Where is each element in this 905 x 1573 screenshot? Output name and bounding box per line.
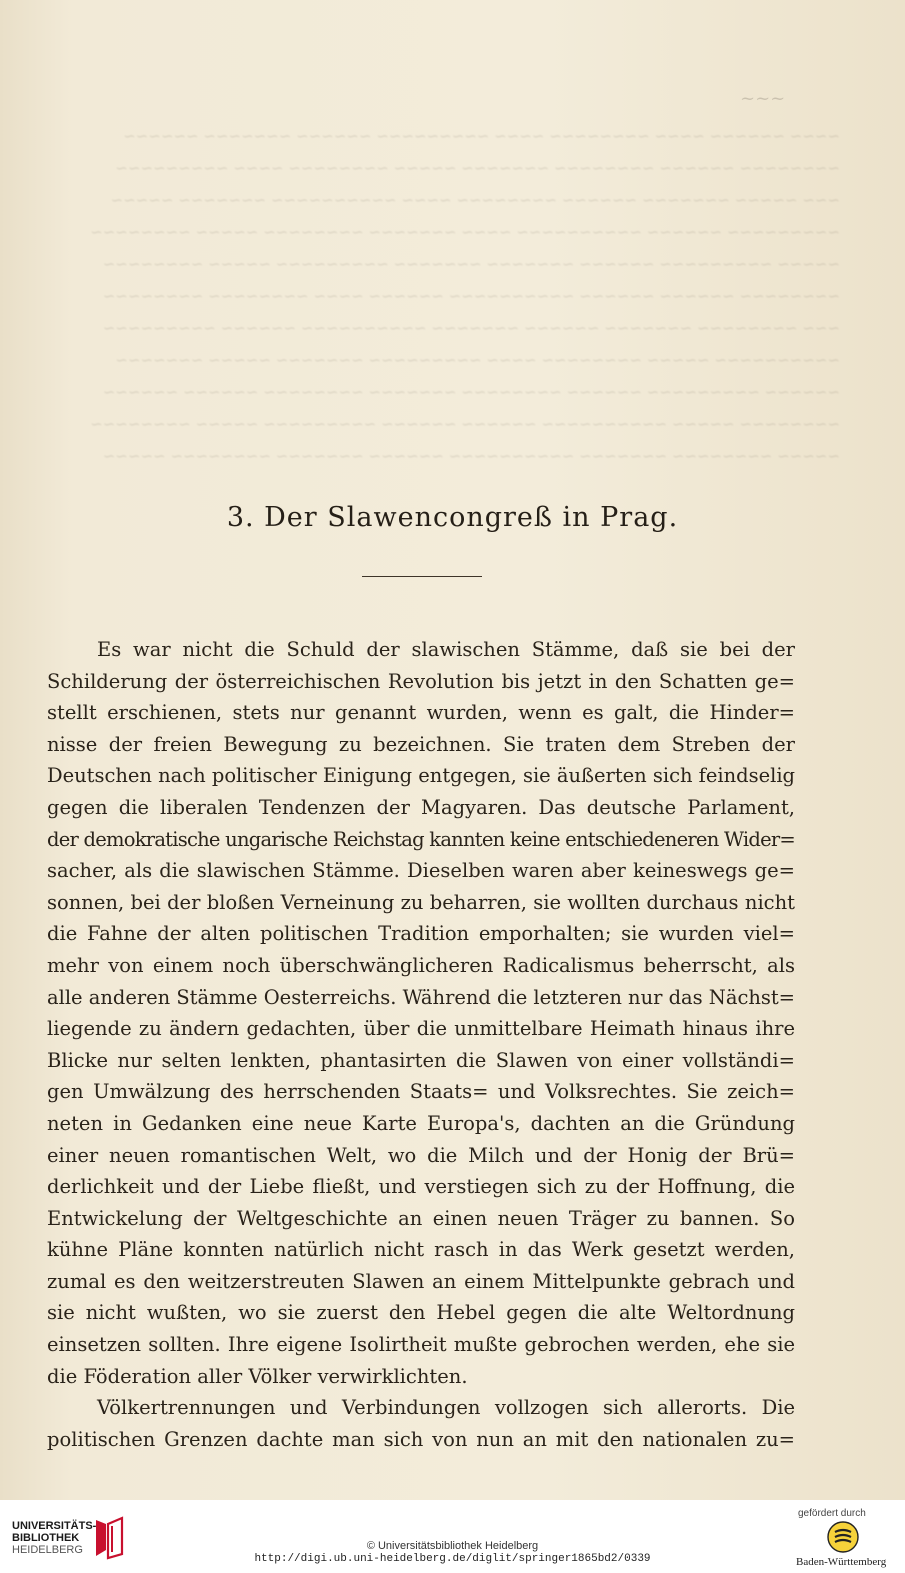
text-line: gegen die liberalen Tendenzen der Magyaren. Das deutsche Parlament, (47, 795, 795, 819)
text-line: der demokratische ungarische Reichstag kannten keine entschiedeneren Wider= (47, 827, 795, 851)
text-line: einsetzen sollten. Ihre eigene Isolirtheit mußte gebrochen werden, ehe sie (47, 1333, 795, 1357)
library-name-line1: UNIVERSITÄTS- (12, 1520, 97, 1532)
text-line: stellt erschienen, stets nur genannt wurden, wenn es galt, die Hinder= (47, 701, 795, 725)
text-line: sonnen, bei der bloßen Verneinung zu beharren, sie wollten durchaus nicht (47, 890, 795, 914)
baden-wuerttemberg-crest-icon (826, 1520, 860, 1554)
text-line: Blicke nur selten lenkten, phantasirten die Slawen von einer vollständi= (47, 1048, 795, 1072)
text-line: politischen Grenzen dachte man sich von nun an mit den nationalen zu= (47, 1427, 795, 1451)
library-name-line2: BIBLIOTHEK (12, 1532, 80, 1544)
copyright-notice: © Universitätsbibliothek Heidelberg (366, 1540, 539, 1552)
sponsor-name: Baden-Württemberg (796, 1556, 887, 1568)
text-line: gen Umwälzung des herrschenden Staats= und Volksrechtes. Sie zeich= (47, 1080, 795, 1104)
text-line: Es war nicht die Schuld der slawischen Stämme, daß sie bei der (97, 638, 795, 661)
text-line: sacher, als die slawischen Stämme. Dieselben waren aber keineswegs ge= (47, 859, 795, 883)
body-text (47, 634, 795, 1455)
text-line: nisse der freien Bewegung zu bezeichnen. Sie traten dem Streben der (47, 732, 795, 756)
text-line: Völkertrennungen und Verbindungen vollzogen sich allerorts. Die (97, 1396, 795, 1420)
permalink-url[interactable]: http://digi.ub.uni-heidelberg.de/diglit/springer1865bd2/0339 (254, 1553, 651, 1565)
text-line: zumal es den weitzerstreuten Slawen an einem Mittelpunkte gebrach und (47, 1269, 795, 1293)
text-line: sie nicht wußten, wo sie zuerst den Hebel gegen die alte Weltordnung (47, 1301, 795, 1325)
text-line: die Fahne der alten politischen Tradition emporhalten; sie wurden viel= (47, 922, 795, 946)
text-line: mehr von einem noch überschwänglicheren Radicalismus beherrscht, als (47, 953, 795, 977)
text-line: Schilderung der österreichischen Revolution bis jetzt in den Schatten ge= (47, 669, 795, 693)
show-through-text: ~~~~ ~~~~~~ ~~~~ ~~~~~~~~ ~~~~ ~~~~~~~~~ ~~~~~~ ~~~~~~~ ~~~~~~ ~~~~~~~~ ~~~~~~ ~~~~~~~~ ~~~~~~~ ~~~~~ ~~~~~~~~ ~~~~ ~~~~~~~~~ ~~~ ~~~~~ ~~~~~~~ ~~~~~~ ~~~~~~~~ ~~~~ ~~~~~~~~~~ ~~~~~~~ ~~~~~ ~~~~~~~~~ ~~~~~~ ~~~~~~~~~~ ~~~~ ~~~~~~~ ~~~~~~~~ ~~~~~ ~~~~~~~~ ~~~~~ ~~~~~~~~~ ~~~~~~ ~~~~~~~ ~~~~~~~ ~~~~~~~~~ ~~~~~ ~~~~~~~~ ~~~~~~~~ ~~~~~~ ~~~~~~ ~~~~~~~~~~ ~~~~~~ ~~~~ ~~~~~~~~ ~~~~~~~~ ~~~ ~~~~~~~~ ~~~~~~~ ~~~~~~ ~~~~~~~ ~~~~~~~~~~ ~~~~~~ ~~~~~~~~~ ~~~~~~~~~~ ~~~~~ ~~~~~~~~ ~~~~ ~~~~~~~~~ ~~~~~~~ ~~~~~ ~~~~~~~ ~~~~~~ ~~~~~~~~~ ~~~~~~ ~~~~~~~~ ~~~~~~~ ~~~~~~~~ ~~~~~~ ~~~~~~ ~~~~~~~~ ~~~~~ ~~~~~~~~~~ ~~~~~~ ~~~~~~ ~~~~~~~~~ ~~~~~ ~~~~~~~~ ~~~~~ ~~~~~~~~ ~~~~~~~ ~~~~~~~~~~ ~~~~~~ ~~~~~~~ ~~~~~~~~ ~~~~~ (90, 127, 840, 465)
text-line: alle anderen Stämme Oesterreichs. Während die letzteren nur das Nächst= (47, 985, 795, 1009)
running-head-bleed: ~~~ (740, 88, 786, 109)
title-rule (362, 576, 482, 577)
text-line: kühne Pläne konnten natürlich nicht rasch in das Werk gesetzt werden, (47, 1238, 795, 1262)
library-name-line3: HEIDELBERG (12, 1544, 83, 1556)
text-line: Entwickelung der Weltgeschichte an einen neuen Träger zu bannen. So (47, 1206, 795, 1230)
chapter-title: 3. Der Slawencongreß in Prag. (226, 502, 679, 533)
sponsor-label: gefördert durch (798, 1508, 866, 1519)
footer-bar (0, 1500, 905, 1573)
text-line: Deutschen nach politischer Einigung entgegen, sie äußerten sich feindselig (47, 764, 795, 788)
text-line: derlichkeit und der Liebe fließt, und verstiegen sich zu der Hoffnung, die (47, 1175, 795, 1199)
text-line: einer neuen romantischen Welt, wo die Milch und der Honig der Brü= (47, 1143, 795, 1167)
text-line: liegende zu ändern gedachten, über die unmittelbare Heimath hinaus ihre (47, 1017, 795, 1041)
text-line: neten in Gedanken eine neue Karte Europa's, dachten an die Gründung (47, 1111, 795, 1135)
text-line: die Föderation aller Völker verwirklichten. (47, 1364, 468, 1388)
